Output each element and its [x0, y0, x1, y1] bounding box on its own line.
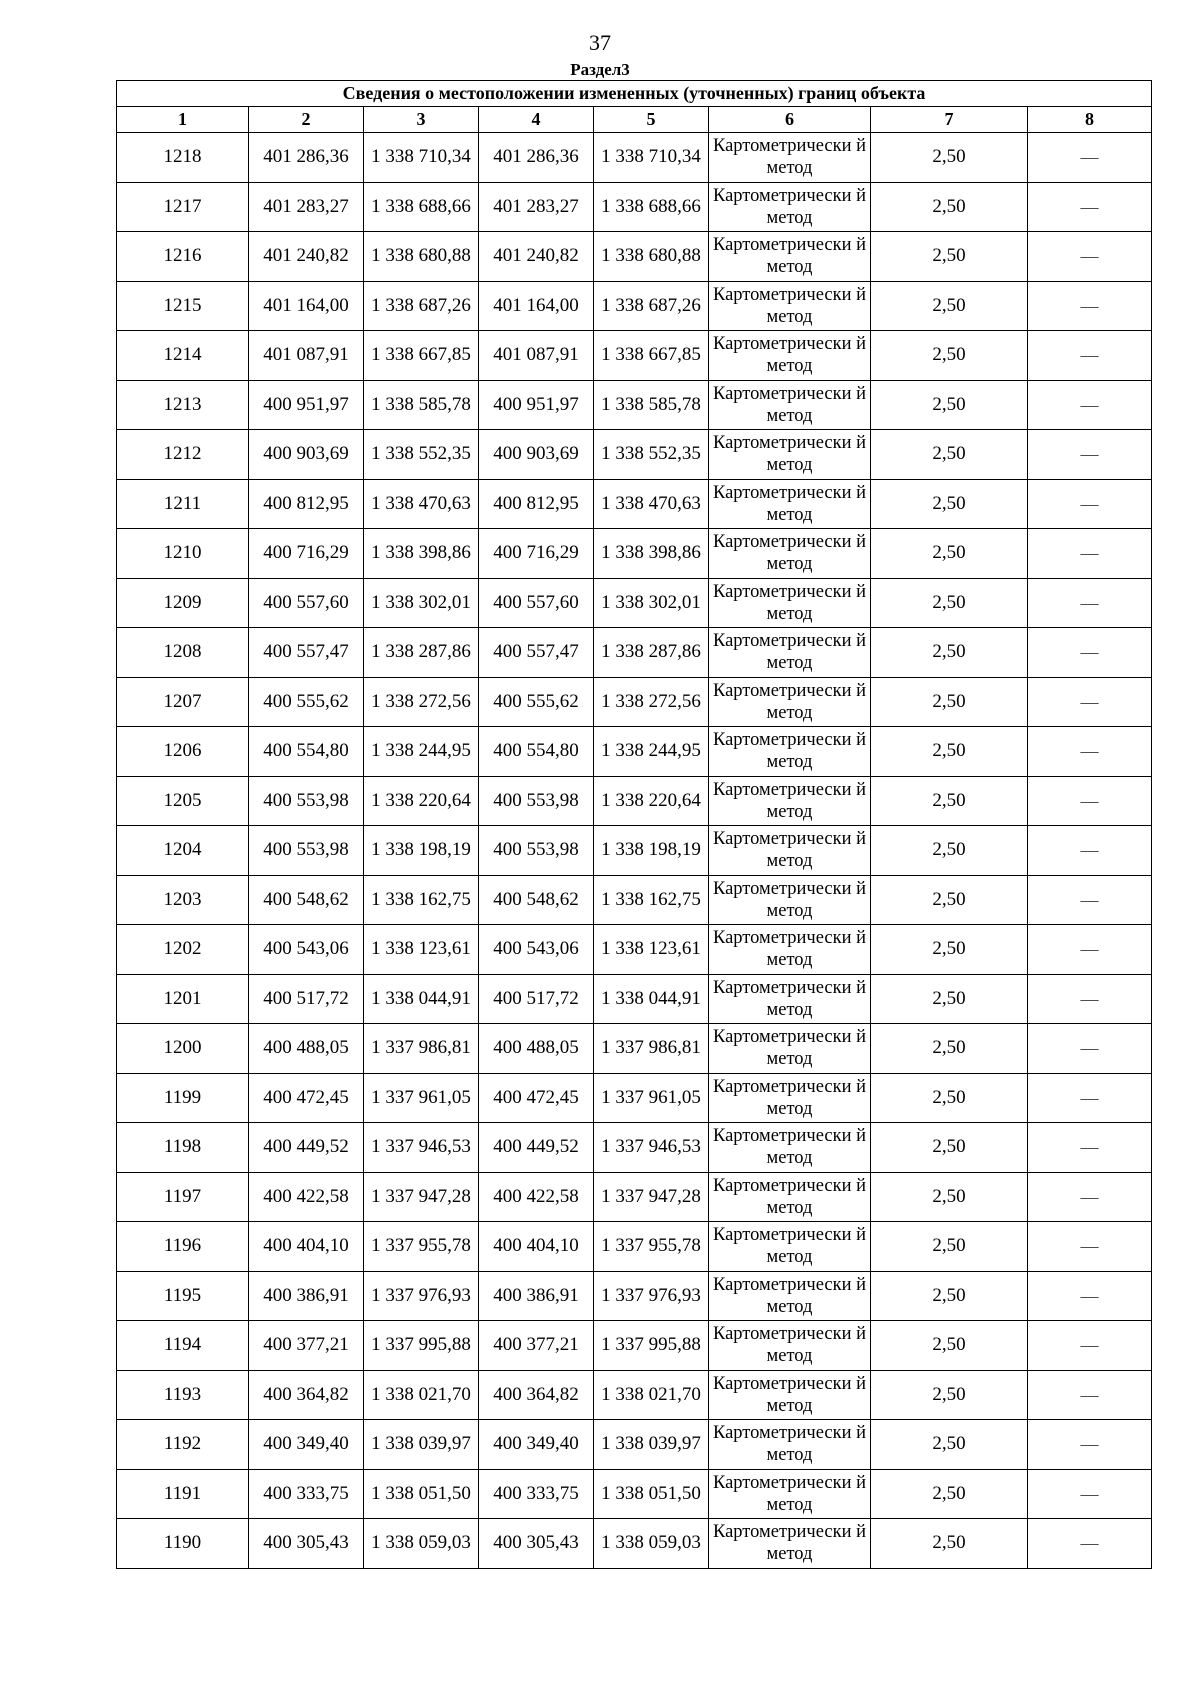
x-coordinate-cell: 400 364,82: [479, 1370, 594, 1420]
x-coordinate-cell: 400 422,58: [249, 1172, 364, 1222]
y-coordinate-cell: 1 338 272,56: [594, 677, 709, 727]
dash-cell: —: [1028, 1024, 1152, 1074]
point-number-cell: 1217: [117, 182, 249, 232]
method-cell: Картометрически й метод: [709, 133, 871, 183]
x-coordinate-cell: 400 557,60: [479, 578, 594, 628]
point-number-cell: 1215: [117, 281, 249, 331]
accuracy-cell: 2,50: [871, 182, 1028, 232]
point-number-cell: 1195: [117, 1271, 249, 1321]
method-cell: Картометрически й метод: [709, 628, 871, 678]
table-row: [117, 1024, 1152, 1074]
column-number-header: 1: [117, 107, 249, 133]
point-number-cell: 1199: [117, 1073, 249, 1123]
y-coordinate-cell: 1 338 039,97: [594, 1420, 709, 1470]
x-coordinate-cell: 400 555,62: [479, 677, 594, 727]
x-coordinate-cell: 401 283,27: [249, 182, 364, 232]
method-cell: Картометрически й метод: [709, 232, 871, 282]
x-coordinate-cell: 400 349,40: [479, 1420, 594, 1470]
x-coordinate-cell: 400 349,40: [249, 1420, 364, 1470]
y-coordinate-cell: 1 338 302,01: [594, 578, 709, 628]
accuracy-cell: 2,50: [871, 875, 1028, 925]
accuracy-cell: 2,50: [871, 1024, 1028, 1074]
x-coordinate-cell: 401 283,27: [479, 182, 594, 232]
y-coordinate-cell: 1 338 044,91: [364, 974, 479, 1024]
accuracy-cell: 2,50: [871, 1222, 1028, 1272]
y-coordinate-cell: 1 337 955,78: [594, 1222, 709, 1272]
method-cell: Картометрически й метод: [709, 1321, 871, 1371]
method-cell: Картометрически й метод: [709, 1469, 871, 1519]
dash-cell: —: [1028, 628, 1152, 678]
x-coordinate-cell: 400 364,82: [249, 1370, 364, 1420]
method-cell: Картометрически й метод: [709, 182, 871, 232]
table-row: [117, 232, 1152, 282]
y-coordinate-cell: 1 338 198,19: [364, 826, 479, 876]
accuracy-cell: 2,50: [871, 578, 1028, 628]
y-coordinate-cell: 1 337 946,53: [594, 1123, 709, 1173]
method-cell: Картометрически й метод: [709, 1420, 871, 1470]
point-number-cell: 1200: [117, 1024, 249, 1074]
column-number-header: 2: [249, 107, 364, 133]
x-coordinate-cell: 400 386,91: [479, 1271, 594, 1321]
table-row: [117, 331, 1152, 381]
x-coordinate-cell: 401 240,82: [249, 232, 364, 282]
dash-cell: —: [1028, 331, 1152, 381]
accuracy-cell: 2,50: [871, 776, 1028, 826]
table-row: [117, 1172, 1152, 1222]
x-coordinate-cell: 400 557,60: [249, 578, 364, 628]
column-number-header: 3: [364, 107, 479, 133]
y-coordinate-cell: 1 337 995,88: [364, 1321, 479, 1371]
point-number-cell: 1201: [117, 974, 249, 1024]
accuracy-cell: 2,50: [871, 1321, 1028, 1371]
x-coordinate-cell: 401 286,36: [479, 133, 594, 183]
column-number-header: 4: [479, 107, 594, 133]
y-coordinate-cell: 1 338 059,03: [594, 1519, 709, 1569]
x-coordinate-cell: 400 553,98: [249, 826, 364, 876]
y-coordinate-cell: 1 338 272,56: [364, 677, 479, 727]
y-coordinate-cell: 1 338 123,61: [364, 925, 479, 975]
point-number-cell: 1204: [117, 826, 249, 876]
table-row: [117, 133, 1152, 183]
y-coordinate-cell: 1 338 585,78: [364, 380, 479, 430]
point-number-cell: 1213: [117, 380, 249, 430]
method-cell: Картометрически й метод: [709, 430, 871, 480]
x-coordinate-cell: 400 557,47: [249, 628, 364, 678]
x-coordinate-cell: 400 472,45: [479, 1073, 594, 1123]
y-coordinate-cell: 1 338 680,88: [364, 232, 479, 282]
method-cell: Картометрически й метод: [709, 331, 871, 381]
x-coordinate-cell: 400 557,47: [479, 628, 594, 678]
point-number-cell: 1193: [117, 1370, 249, 1420]
table-row: [117, 826, 1152, 876]
y-coordinate-cell: 1 337 955,78: [364, 1222, 479, 1272]
dash-cell: —: [1028, 1271, 1152, 1321]
y-coordinate-cell: 1 338 287,86: [364, 628, 479, 678]
y-coordinate-cell: 1 338 688,66: [364, 182, 479, 232]
table-row: [117, 1123, 1152, 1173]
table-row: [117, 578, 1152, 628]
method-cell: Картометрически й метод: [709, 380, 871, 430]
dash-cell: —: [1028, 430, 1152, 480]
dash-cell: —: [1028, 1519, 1152, 1569]
x-coordinate-cell: 400 305,43: [249, 1519, 364, 1569]
point-number-cell: 1218: [117, 133, 249, 183]
dash-cell: —: [1028, 1222, 1152, 1272]
y-coordinate-cell: 1 338 244,95: [364, 727, 479, 777]
x-coordinate-cell: 400 548,62: [479, 875, 594, 925]
dash-cell: —: [1028, 826, 1152, 876]
dash-cell: —: [1028, 1420, 1152, 1470]
y-coordinate-cell: 1 337 961,05: [594, 1073, 709, 1123]
y-coordinate-cell: 1 338 688,66: [594, 182, 709, 232]
accuracy-cell: 2,50: [871, 628, 1028, 678]
accuracy-cell: 2,50: [871, 1519, 1028, 1569]
point-number-cell: 1205: [117, 776, 249, 826]
point-number-cell: 1206: [117, 727, 249, 777]
table-row: [117, 1222, 1152, 1272]
dash-cell: —: [1028, 232, 1152, 282]
point-number-cell: 1198: [117, 1123, 249, 1173]
x-coordinate-cell: 400 517,72: [479, 974, 594, 1024]
accuracy-cell: 2,50: [871, 1469, 1028, 1519]
dash-cell: —: [1028, 1321, 1152, 1371]
dash-cell: —: [1028, 727, 1152, 777]
y-coordinate-cell: 1 338 220,64: [594, 776, 709, 826]
method-cell: Картометрически й метод: [709, 826, 871, 876]
table-row: [117, 430, 1152, 480]
table-row: [117, 281, 1152, 331]
dash-cell: —: [1028, 578, 1152, 628]
column-number-header: 6: [709, 107, 871, 133]
accuracy-cell: 2,50: [871, 430, 1028, 480]
y-coordinate-cell: 1 338 021,70: [364, 1370, 479, 1420]
boundary-coordinates-table: [116, 80, 1152, 1569]
method-cell: Картометрически й метод: [709, 1222, 871, 1272]
x-coordinate-cell: 401 164,00: [479, 281, 594, 331]
y-coordinate-cell: 1 337 986,81: [364, 1024, 479, 1074]
method-cell: Картометрически й метод: [709, 1271, 871, 1321]
accuracy-cell: 2,50: [871, 281, 1028, 331]
y-coordinate-cell: 1 338 552,35: [364, 430, 479, 480]
point-number-cell: 1208: [117, 628, 249, 678]
y-coordinate-cell: 1 338 680,88: [594, 232, 709, 282]
accuracy-cell: 2,50: [871, 479, 1028, 529]
dash-cell: —: [1028, 776, 1152, 826]
x-coordinate-cell: 400 333,75: [479, 1469, 594, 1519]
table-row: [117, 974, 1152, 1024]
method-cell: Картометрически й метод: [709, 875, 871, 925]
y-coordinate-cell: 1 338 244,95: [594, 727, 709, 777]
y-coordinate-cell: 1 337 986,81: [594, 1024, 709, 1074]
x-coordinate-cell: 400 404,10: [249, 1222, 364, 1272]
x-coordinate-cell: 401 087,91: [249, 331, 364, 381]
dash-cell: —: [1028, 925, 1152, 975]
y-coordinate-cell: 1 338 667,85: [364, 331, 479, 381]
dash-cell: —: [1028, 1123, 1152, 1173]
x-coordinate-cell: 400 716,29: [479, 529, 594, 579]
x-coordinate-cell: 400 554,80: [479, 727, 594, 777]
x-coordinate-cell: 400 553,98: [249, 776, 364, 826]
table-row: [117, 1519, 1152, 1569]
table-row: [117, 776, 1152, 826]
method-cell: Картометрически й метод: [709, 1370, 871, 1420]
point-number-cell: 1196: [117, 1222, 249, 1272]
y-coordinate-cell: 1 337 976,93: [594, 1271, 709, 1321]
table-row: [117, 1073, 1152, 1123]
table-row: [117, 380, 1152, 430]
method-cell: Картометрически й метод: [709, 727, 871, 777]
method-cell: Картометрически й метод: [709, 1073, 871, 1123]
accuracy-cell: 2,50: [871, 1420, 1028, 1470]
y-coordinate-cell: 1 337 946,53: [364, 1123, 479, 1173]
section-label: Раздел3: [570, 60, 630, 79]
method-cell: Картометрически й метод: [709, 776, 871, 826]
table-row: [117, 677, 1152, 727]
x-coordinate-cell: 400 812,95: [249, 479, 364, 529]
y-coordinate-cell: 1 338 198,19: [594, 826, 709, 876]
y-coordinate-cell: 1 338 710,34: [364, 133, 479, 183]
accuracy-cell: 2,50: [871, 826, 1028, 876]
point-number-cell: 1212: [117, 430, 249, 480]
table-row: [117, 1420, 1152, 1470]
dash-cell: —: [1028, 974, 1152, 1024]
dash-cell: —: [1028, 133, 1152, 183]
point-number-cell: 1210: [117, 529, 249, 579]
x-coordinate-cell: 400 553,98: [479, 826, 594, 876]
x-coordinate-cell: 400 543,06: [479, 925, 594, 975]
point-number-cell: 1191: [117, 1469, 249, 1519]
point-number-cell: 1209: [117, 578, 249, 628]
accuracy-cell: 2,50: [871, 1271, 1028, 1321]
y-coordinate-cell: 1 338 039,97: [364, 1420, 479, 1470]
table-row: [117, 479, 1152, 529]
method-cell: Картометрически й метод: [709, 529, 871, 579]
accuracy-cell: 2,50: [871, 677, 1028, 727]
x-coordinate-cell: 400 333,75: [249, 1469, 364, 1519]
dash-cell: —: [1028, 1469, 1152, 1519]
table-row: [117, 529, 1152, 579]
accuracy-cell: 2,50: [871, 925, 1028, 975]
y-coordinate-cell: 1 337 947,28: [594, 1172, 709, 1222]
accuracy-cell: 2,50: [871, 727, 1028, 777]
y-coordinate-cell: 1 338 162,75: [594, 875, 709, 925]
dash-cell: —: [1028, 1370, 1152, 1420]
y-coordinate-cell: 1 338 220,64: [364, 776, 479, 826]
x-coordinate-cell: 400 951,97: [249, 380, 364, 430]
accuracy-cell: 2,50: [871, 529, 1028, 579]
x-coordinate-cell: 400 488,05: [249, 1024, 364, 1074]
table-row: [117, 1321, 1152, 1371]
method-cell: Картометрически й метод: [709, 1172, 871, 1222]
point-number-cell: 1207: [117, 677, 249, 727]
x-coordinate-cell: 400 903,69: [479, 430, 594, 480]
method-cell: Картометрически й метод: [709, 1024, 871, 1074]
point-number-cell: 1214: [117, 331, 249, 381]
column-number-header: 7: [871, 107, 1028, 133]
y-coordinate-cell: 1 338 051,50: [364, 1469, 479, 1519]
accuracy-cell: 2,50: [871, 133, 1028, 183]
point-number-cell: 1203: [117, 875, 249, 925]
y-coordinate-cell: 1 338 398,86: [594, 529, 709, 579]
y-coordinate-cell: 1 338 585,78: [594, 380, 709, 430]
method-cell: Картометрически й метод: [709, 281, 871, 331]
x-coordinate-cell: 400 553,98: [479, 776, 594, 826]
x-coordinate-cell: 401 087,91: [479, 331, 594, 381]
accuracy-cell: 2,50: [871, 331, 1028, 381]
y-coordinate-cell: 1 338 162,75: [364, 875, 479, 925]
y-coordinate-cell: 1 338 667,85: [594, 331, 709, 381]
x-coordinate-cell: 401 240,82: [479, 232, 594, 282]
column-number-header: 5: [594, 107, 709, 133]
method-cell: Картометрически й метод: [709, 974, 871, 1024]
x-coordinate-cell: 400 517,72: [249, 974, 364, 1024]
table-row: [117, 925, 1152, 975]
x-coordinate-cell: 400 554,80: [249, 727, 364, 777]
x-coordinate-cell: 400 449,52: [479, 1123, 594, 1173]
dash-cell: —: [1028, 1073, 1152, 1123]
method-cell: Картометрически й метод: [709, 479, 871, 529]
method-cell: Картометрически й метод: [709, 1519, 871, 1569]
method-cell: Картометрически й метод: [709, 677, 871, 727]
x-coordinate-cell: 400 386,91: [249, 1271, 364, 1321]
x-coordinate-cell: 400 422,58: [479, 1172, 594, 1222]
y-coordinate-cell: 1 338 552,35: [594, 430, 709, 480]
table-row: [117, 1370, 1152, 1420]
point-number-cell: 1211: [117, 479, 249, 529]
x-coordinate-cell: 400 377,21: [249, 1321, 364, 1371]
x-coordinate-cell: 401 164,00: [249, 281, 364, 331]
point-number-cell: 1192: [117, 1420, 249, 1470]
page-number: 37: [589, 30, 611, 55]
x-coordinate-cell: 400 812,95: [479, 479, 594, 529]
y-coordinate-cell: 1 338 470,63: [594, 479, 709, 529]
method-cell: Картометрически й метод: [709, 925, 871, 975]
x-coordinate-cell: 400 548,62: [249, 875, 364, 925]
column-number-header: 8: [1028, 107, 1152, 133]
y-coordinate-cell: 1 337 976,93: [364, 1271, 479, 1321]
method-cell: Картометрически й метод: [709, 1123, 871, 1173]
x-coordinate-cell: 400 488,05: [479, 1024, 594, 1074]
accuracy-cell: 2,50: [871, 232, 1028, 282]
y-coordinate-cell: 1 338 470,63: [364, 479, 479, 529]
x-coordinate-cell: 400 404,10: [479, 1222, 594, 1272]
accuracy-cell: 2,50: [871, 1073, 1028, 1123]
y-coordinate-cell: 1 338 051,50: [594, 1469, 709, 1519]
accuracy-cell: 2,50: [871, 1370, 1028, 1420]
dash-cell: —: [1028, 182, 1152, 232]
y-coordinate-cell: 1 338 044,91: [594, 974, 709, 1024]
dash-cell: —: [1028, 281, 1152, 331]
y-coordinate-cell: 1 337 961,05: [364, 1073, 479, 1123]
x-coordinate-cell: 400 555,62: [249, 677, 364, 727]
y-coordinate-cell: 1 337 947,28: [364, 1172, 479, 1222]
y-coordinate-cell: 1 338 687,26: [364, 281, 479, 331]
dash-cell: —: [1028, 677, 1152, 727]
y-coordinate-cell: 1 338 302,01: [364, 578, 479, 628]
point-number-cell: 1216: [117, 232, 249, 282]
y-coordinate-cell: 1 338 059,03: [364, 1519, 479, 1569]
method-cell: Картометрически й метод: [709, 578, 871, 628]
table-row: [117, 1271, 1152, 1321]
y-coordinate-cell: 1 338 287,86: [594, 628, 709, 678]
dash-cell: —: [1028, 529, 1152, 579]
dash-cell: —: [1028, 479, 1152, 529]
y-coordinate-cell: 1 338 687,26: [594, 281, 709, 331]
x-coordinate-cell: 400 951,97: [479, 380, 594, 430]
table-title: Сведения о местоположении измененных (уточненных) границ объекта: [117, 81, 1152, 107]
accuracy-cell: 2,50: [871, 1123, 1028, 1173]
point-number-cell: 1190: [117, 1519, 249, 1569]
table-body: [117, 133, 1152, 1569]
y-coordinate-cell: 1 338 710,34: [594, 133, 709, 183]
x-coordinate-cell: 401 286,36: [249, 133, 364, 183]
x-coordinate-cell: 400 305,43: [479, 1519, 594, 1569]
table-row: [117, 727, 1152, 777]
table-row: [117, 875, 1152, 925]
y-coordinate-cell: 1 337 995,88: [594, 1321, 709, 1371]
dash-cell: —: [1028, 1172, 1152, 1222]
y-coordinate-cell: 1 338 021,70: [594, 1370, 709, 1420]
x-coordinate-cell: 400 377,21: [479, 1321, 594, 1371]
y-coordinate-cell: 1 338 123,61: [594, 925, 709, 975]
dash-cell: —: [1028, 380, 1152, 430]
point-number-cell: 1202: [117, 925, 249, 975]
point-number-cell: 1194: [117, 1321, 249, 1371]
y-coordinate-cell: 1 338 398,86: [364, 529, 479, 579]
x-coordinate-cell: 400 543,06: [249, 925, 364, 975]
x-coordinate-cell: 400 903,69: [249, 430, 364, 480]
point-number-cell: 1197: [117, 1172, 249, 1222]
x-coordinate-cell: 400 449,52: [249, 1123, 364, 1173]
column-number-row: [117, 107, 1152, 133]
accuracy-cell: 2,50: [871, 380, 1028, 430]
table-row: [117, 1469, 1152, 1519]
accuracy-cell: 2,50: [871, 974, 1028, 1024]
accuracy-cell: 2,50: [871, 1172, 1028, 1222]
table-row: [117, 182, 1152, 232]
dash-cell: —: [1028, 875, 1152, 925]
x-coordinate-cell: 400 716,29: [249, 529, 364, 579]
x-coordinate-cell: 400 472,45: [249, 1073, 364, 1123]
table-row: [117, 628, 1152, 678]
